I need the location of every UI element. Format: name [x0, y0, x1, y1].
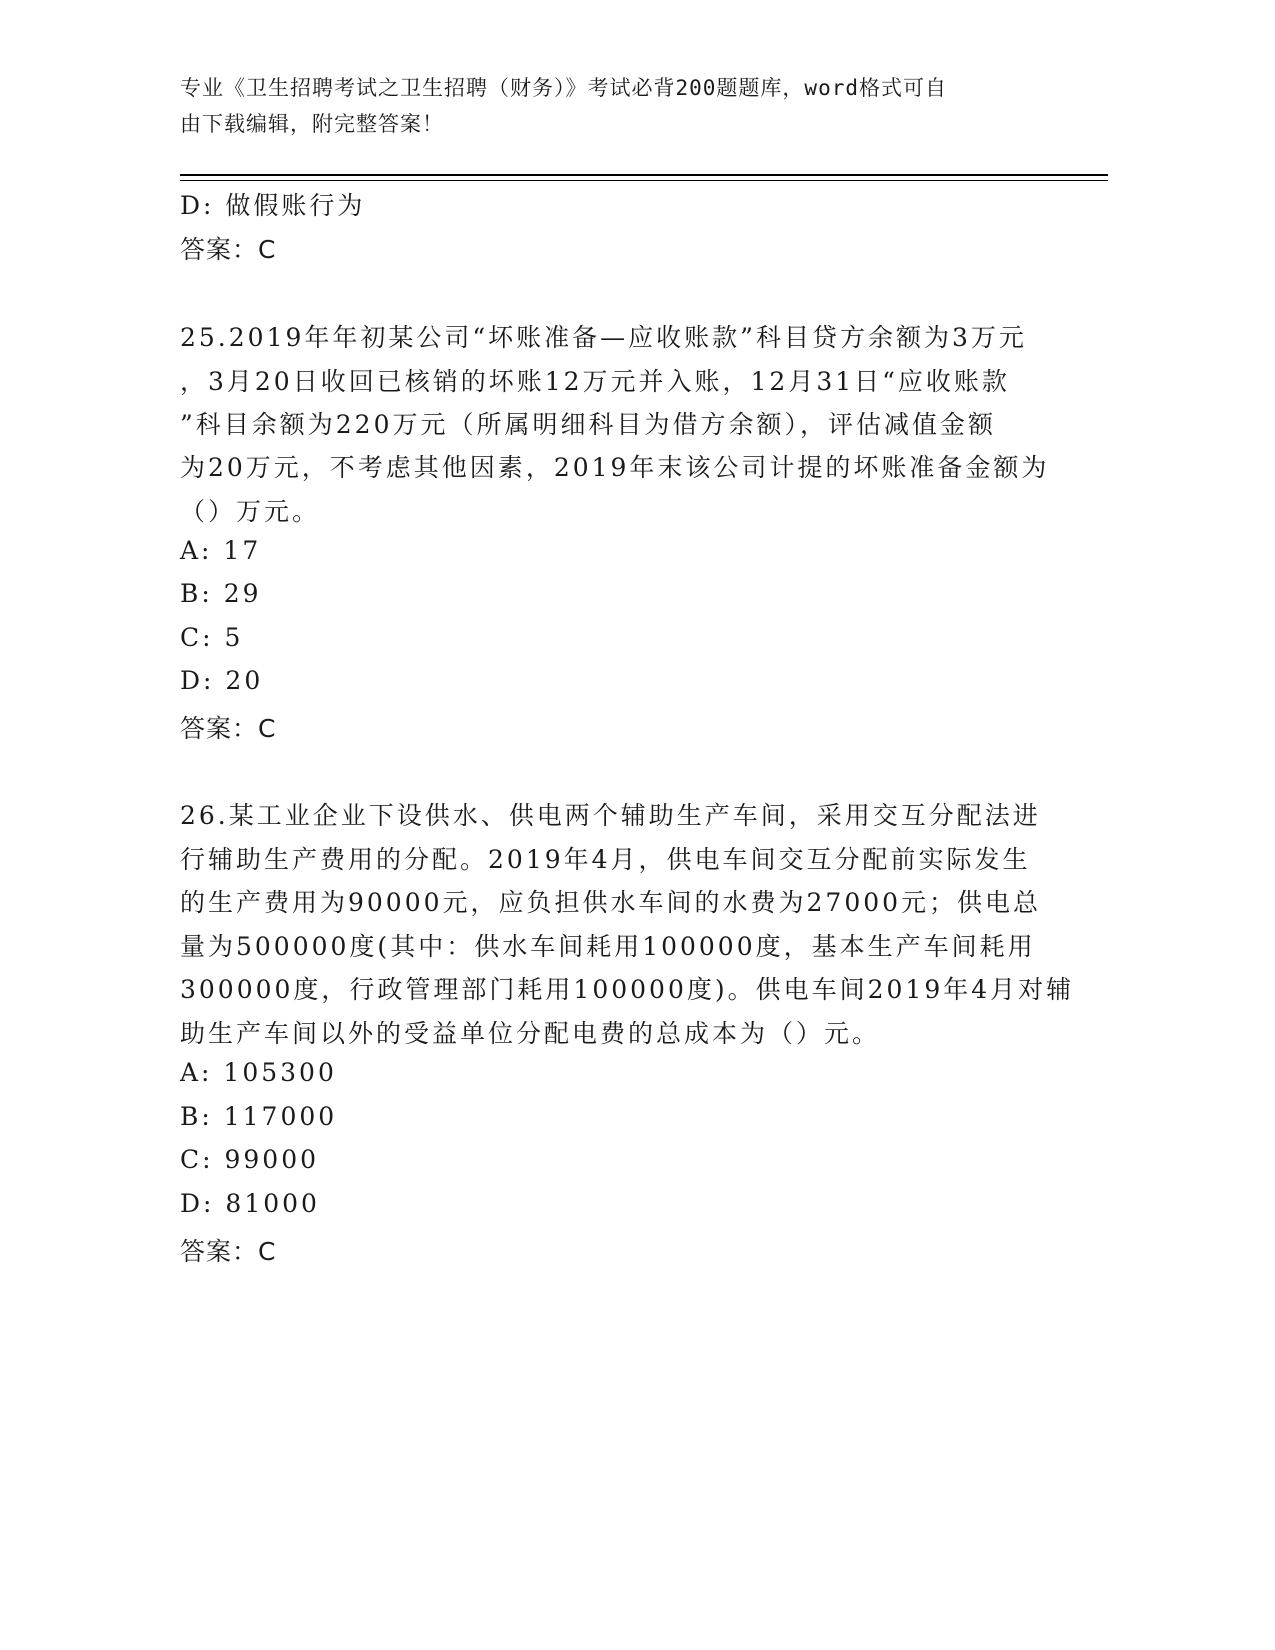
- q26-stem-line: 的生产费用为90000元，应负担供水车间的水费为27000元；供电总: [180, 888, 1042, 917]
- q26-option-d: D: 81000: [180, 1189, 320, 1218]
- q25-option-c: C: 5: [180, 623, 244, 652]
- q25-stem-line: ”科目余额为220万元（所属明细科目为借方余额），评估减值金额: [180, 410, 997, 439]
- q26-option-c: C: 99000: [180, 1145, 320, 1174]
- q25-stem-line: 25.2019年年初某公司“坏账准备—应收账款”科目贷方余额为3万元: [180, 323, 1027, 352]
- q25-option-b: B: 29: [180, 579, 262, 608]
- q25-stem-line: ，3月20日收回已核销的坏账12万元并入账，12月31日“应收账款: [180, 367, 1010, 396]
- q26-option-b: B: 117000: [180, 1102, 338, 1131]
- q25-stem-line: 为20万元，不考虑其他因素，2019年末该公司计提的坏账准备金额为: [180, 453, 1050, 482]
- q26-option-a: A: 105300: [180, 1058, 337, 1087]
- q25-option-a: A: 17: [180, 536, 262, 565]
- header-divider-thin: [180, 180, 1108, 181]
- q26-stem-line: 行辅助生产费用的分配。2019年4月，供电车间交互分配前实际发生: [180, 845, 1031, 874]
- q25-option-d: D: 20: [180, 666, 264, 695]
- q26-answer: 答案：C: [180, 1237, 277, 1266]
- document-header: [180, 70, 1060, 142]
- q25-stem-line: （）万元。: [180, 497, 321, 526]
- header-divider-thick: [180, 174, 1108, 176]
- prev-option-d: D: 做假账行为: [180, 191, 366, 220]
- q26-stem-line: 量为500000度(其中：供水车间耗用100000度，基本生产车间耗用: [180, 932, 1036, 961]
- q26-stem-line: 300000度，行政管理部门耗用100000度)。供电车间2019年4月对辅: [180, 975, 1075, 1004]
- q26-stem-line: 26.某工业企业下设供水、供电两个辅助生产车间，采用交互分配法进: [180, 801, 1041, 830]
- header-line-2: 由下载编辑，附完整答案！: [180, 112, 444, 136]
- q26-stem-line: 助生产车间以外的受益单位分配电费的总成本为（）元。: [180, 1019, 881, 1048]
- q25-answer: 答案：C: [180, 714, 277, 743]
- header-line-1: 专业《卫生招聘考试之卫生招聘（财务）》考试必背200题题库，word格式可自: [180, 76, 947, 100]
- prev-answer: 答案：C: [180, 235, 277, 264]
